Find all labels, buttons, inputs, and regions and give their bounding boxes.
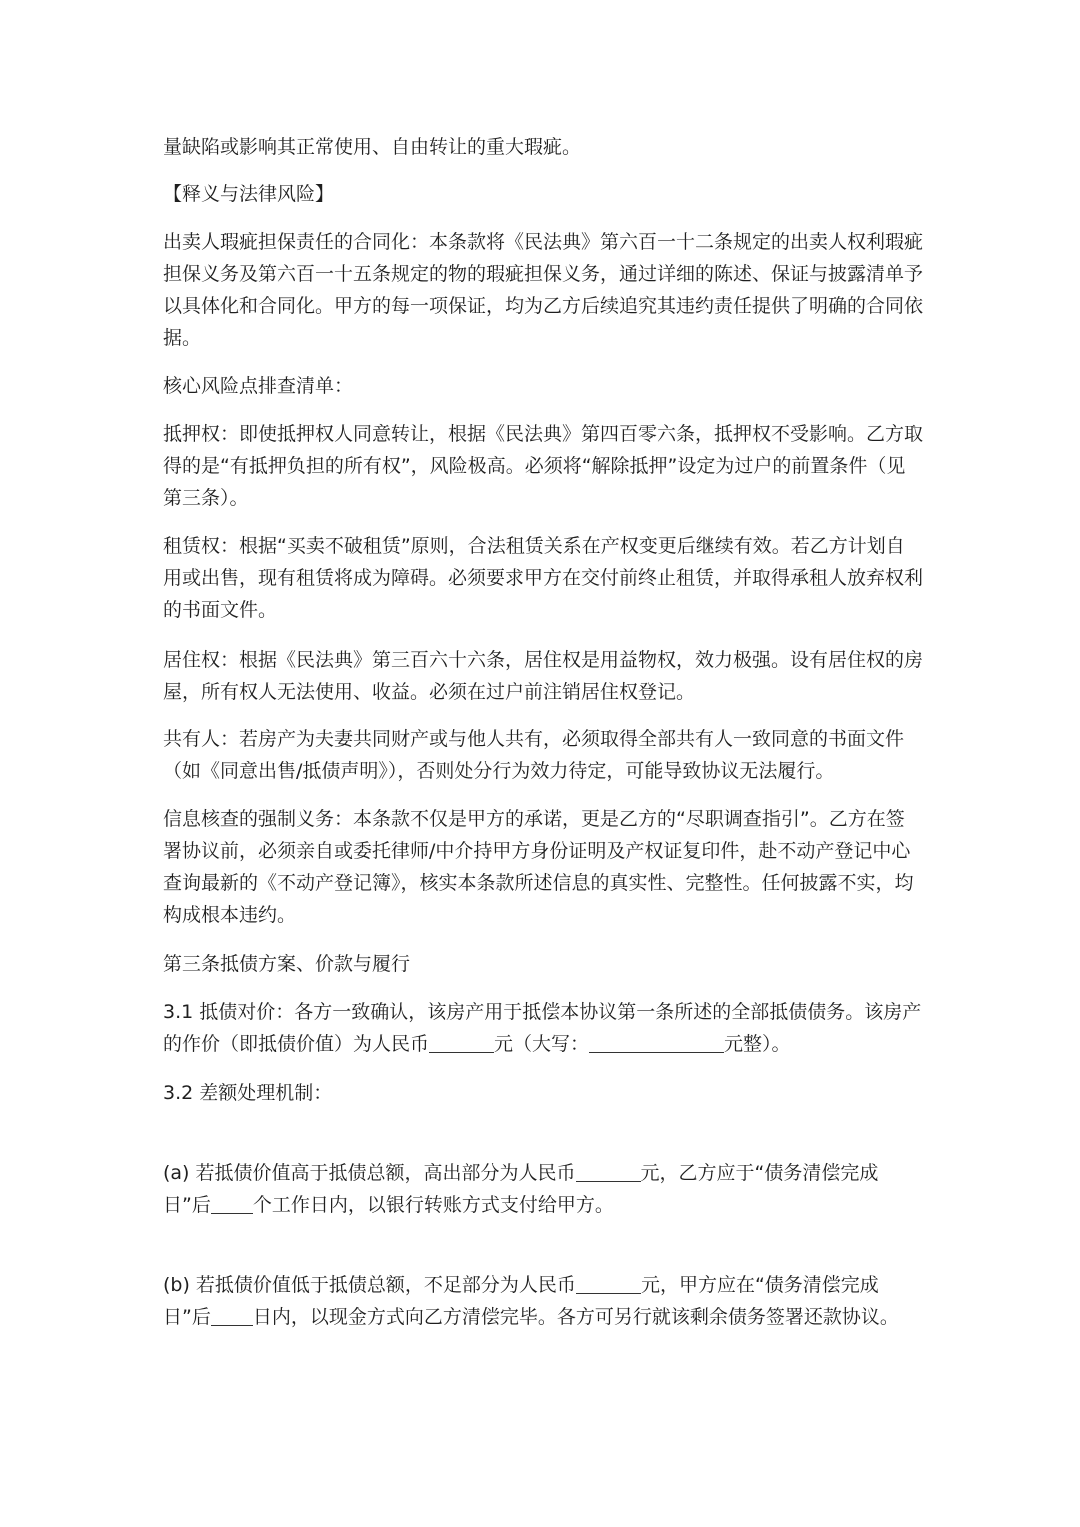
price-amount-uppercase-blank[interactable] — [589, 1030, 724, 1053]
paragraph-risk-checklist-heading: 核心风险点排查清单： — [163, 375, 354, 397]
clause-3-2-heading: 3.2 差额处理机制： — [163, 1082, 333, 1104]
article-three-heading: 第三条抵债方案、价款与履行 — [163, 953, 411, 975]
paragraph-defect-continuation: 量缺陷或影响其正常使用、自由转让的重大瑕疵。 — [163, 136, 582, 158]
price-amount-blank[interactable] — [429, 1030, 494, 1053]
clause-3-2-a-text-c: 个工作日内，以银行转账方式支付给甲方。 — [252, 1194, 614, 1216]
clause-3-2-a-text-a: (a) 若抵债价值高于抵债总额，高出部分为人民币 — [163, 1162, 576, 1184]
paragraph-warranty-contractualization: 出卖人瑕疵担保责任的合同化：本条款将《民法典》第六百一十二条规定的出卖人权利瑕疵担保义务及第六百一十五条规定的物的瑕疵担保义务，通过详细的陈述、保证与披露清单予以具体化和合同化。甲方的每一项保证，均为乙方后续追究其违约责任提供了明确的合同依据。 — [163, 231, 924, 349]
clause-3-2-b-text-a: (b) 若抵债价值低于抵债总额，不足部分为人民币 — [163, 1274, 576, 1296]
paragraph-mortgage-risk: 抵押权：即使抵押权人同意转让，根据《民法典》第四百零六条，抵押权不受影响。乙方取得的是“有抵押负担的所有权”，风险极高。必须将“解除抵押”设定为过户的前置条件（见第三条）。 — [163, 423, 924, 509]
clause-3-1-text-a: 3.1 抵债对价：各方一致确认，该房产用于抵偿本协议第一条所述的全部抵债债务。该房产的作价（即抵债价值）为人民币 — [163, 1001, 922, 1055]
paragraph-co-owner-risk: 共有人：若房产为夫妻共同财产或与他人共有，必须取得全部共有人一致同意的书面文件（如《同意出售/抵债声明》），否则处分行为效力待定，可能导致协议无法履行。 — [163, 728, 905, 782]
clause-3-2-b — [163, 1269, 923, 1333]
excess-amount-blank[interactable] — [576, 1159, 641, 1182]
clause-3-1-text-c: 元整）。 — [724, 1033, 791, 1055]
paragraph-lease-risk: 租赁权：根据“买卖不破租赁”原则，合法租赁关系在产权变更后继续有效。若乙方计划自用或出售，现有租赁将成为障碍。必须要求甲方在交付前终止租赁，并取得承租人放弃权利的书面文件。 — [163, 535, 924, 621]
section-heading-interpretation: 【释义与法律风险】 — [163, 183, 335, 205]
shortfall-amount-blank[interactable] — [576, 1271, 641, 1294]
paragraph-due-diligence: 信息核查的强制义务：本条款不仅是甲方的承诺，更是乙方的“尽职调查指引”。乙方在签署协议前，必须亲自或委托律师/中介持甲方身份证明及产权证复印件，赴不动产登记中心查询最新的《不动产登记簿》，核实本条款所述信息的真实性、完整性。任何披露不实，均构成根本违约。 — [163, 808, 914, 926]
clause-3-2-b-text-b: 元，甲方应在“债务清偿完成日”后 — [163, 1274, 879, 1328]
paragraph-residence-right-risk: 居住权：根据《民法典》第三百六十六条，居住权是用益物权，效力极强。设有居住权的房屋，所有权人无法使用、收益。必须在过户前注销居住权登记。 — [163, 649, 924, 703]
workdays-blank[interactable] — [211, 1191, 253, 1214]
clause-3-2-b-text-c: 日内，以现金方式向乙方清偿完毕。各方可另行就该剩余债务签署还款协议。 — [252, 1306, 899, 1328]
clause-3-2-a-text-b: 元，乙方应于“债务清偿完成日”后 — [163, 1162, 879, 1216]
clause-3-2-a — [163, 1157, 923, 1221]
clause-3-1-text-b: 元（大写： — [494, 1033, 590, 1055]
days-blank[interactable] — [211, 1303, 253, 1326]
clause-3-1 — [163, 996, 923, 1060]
